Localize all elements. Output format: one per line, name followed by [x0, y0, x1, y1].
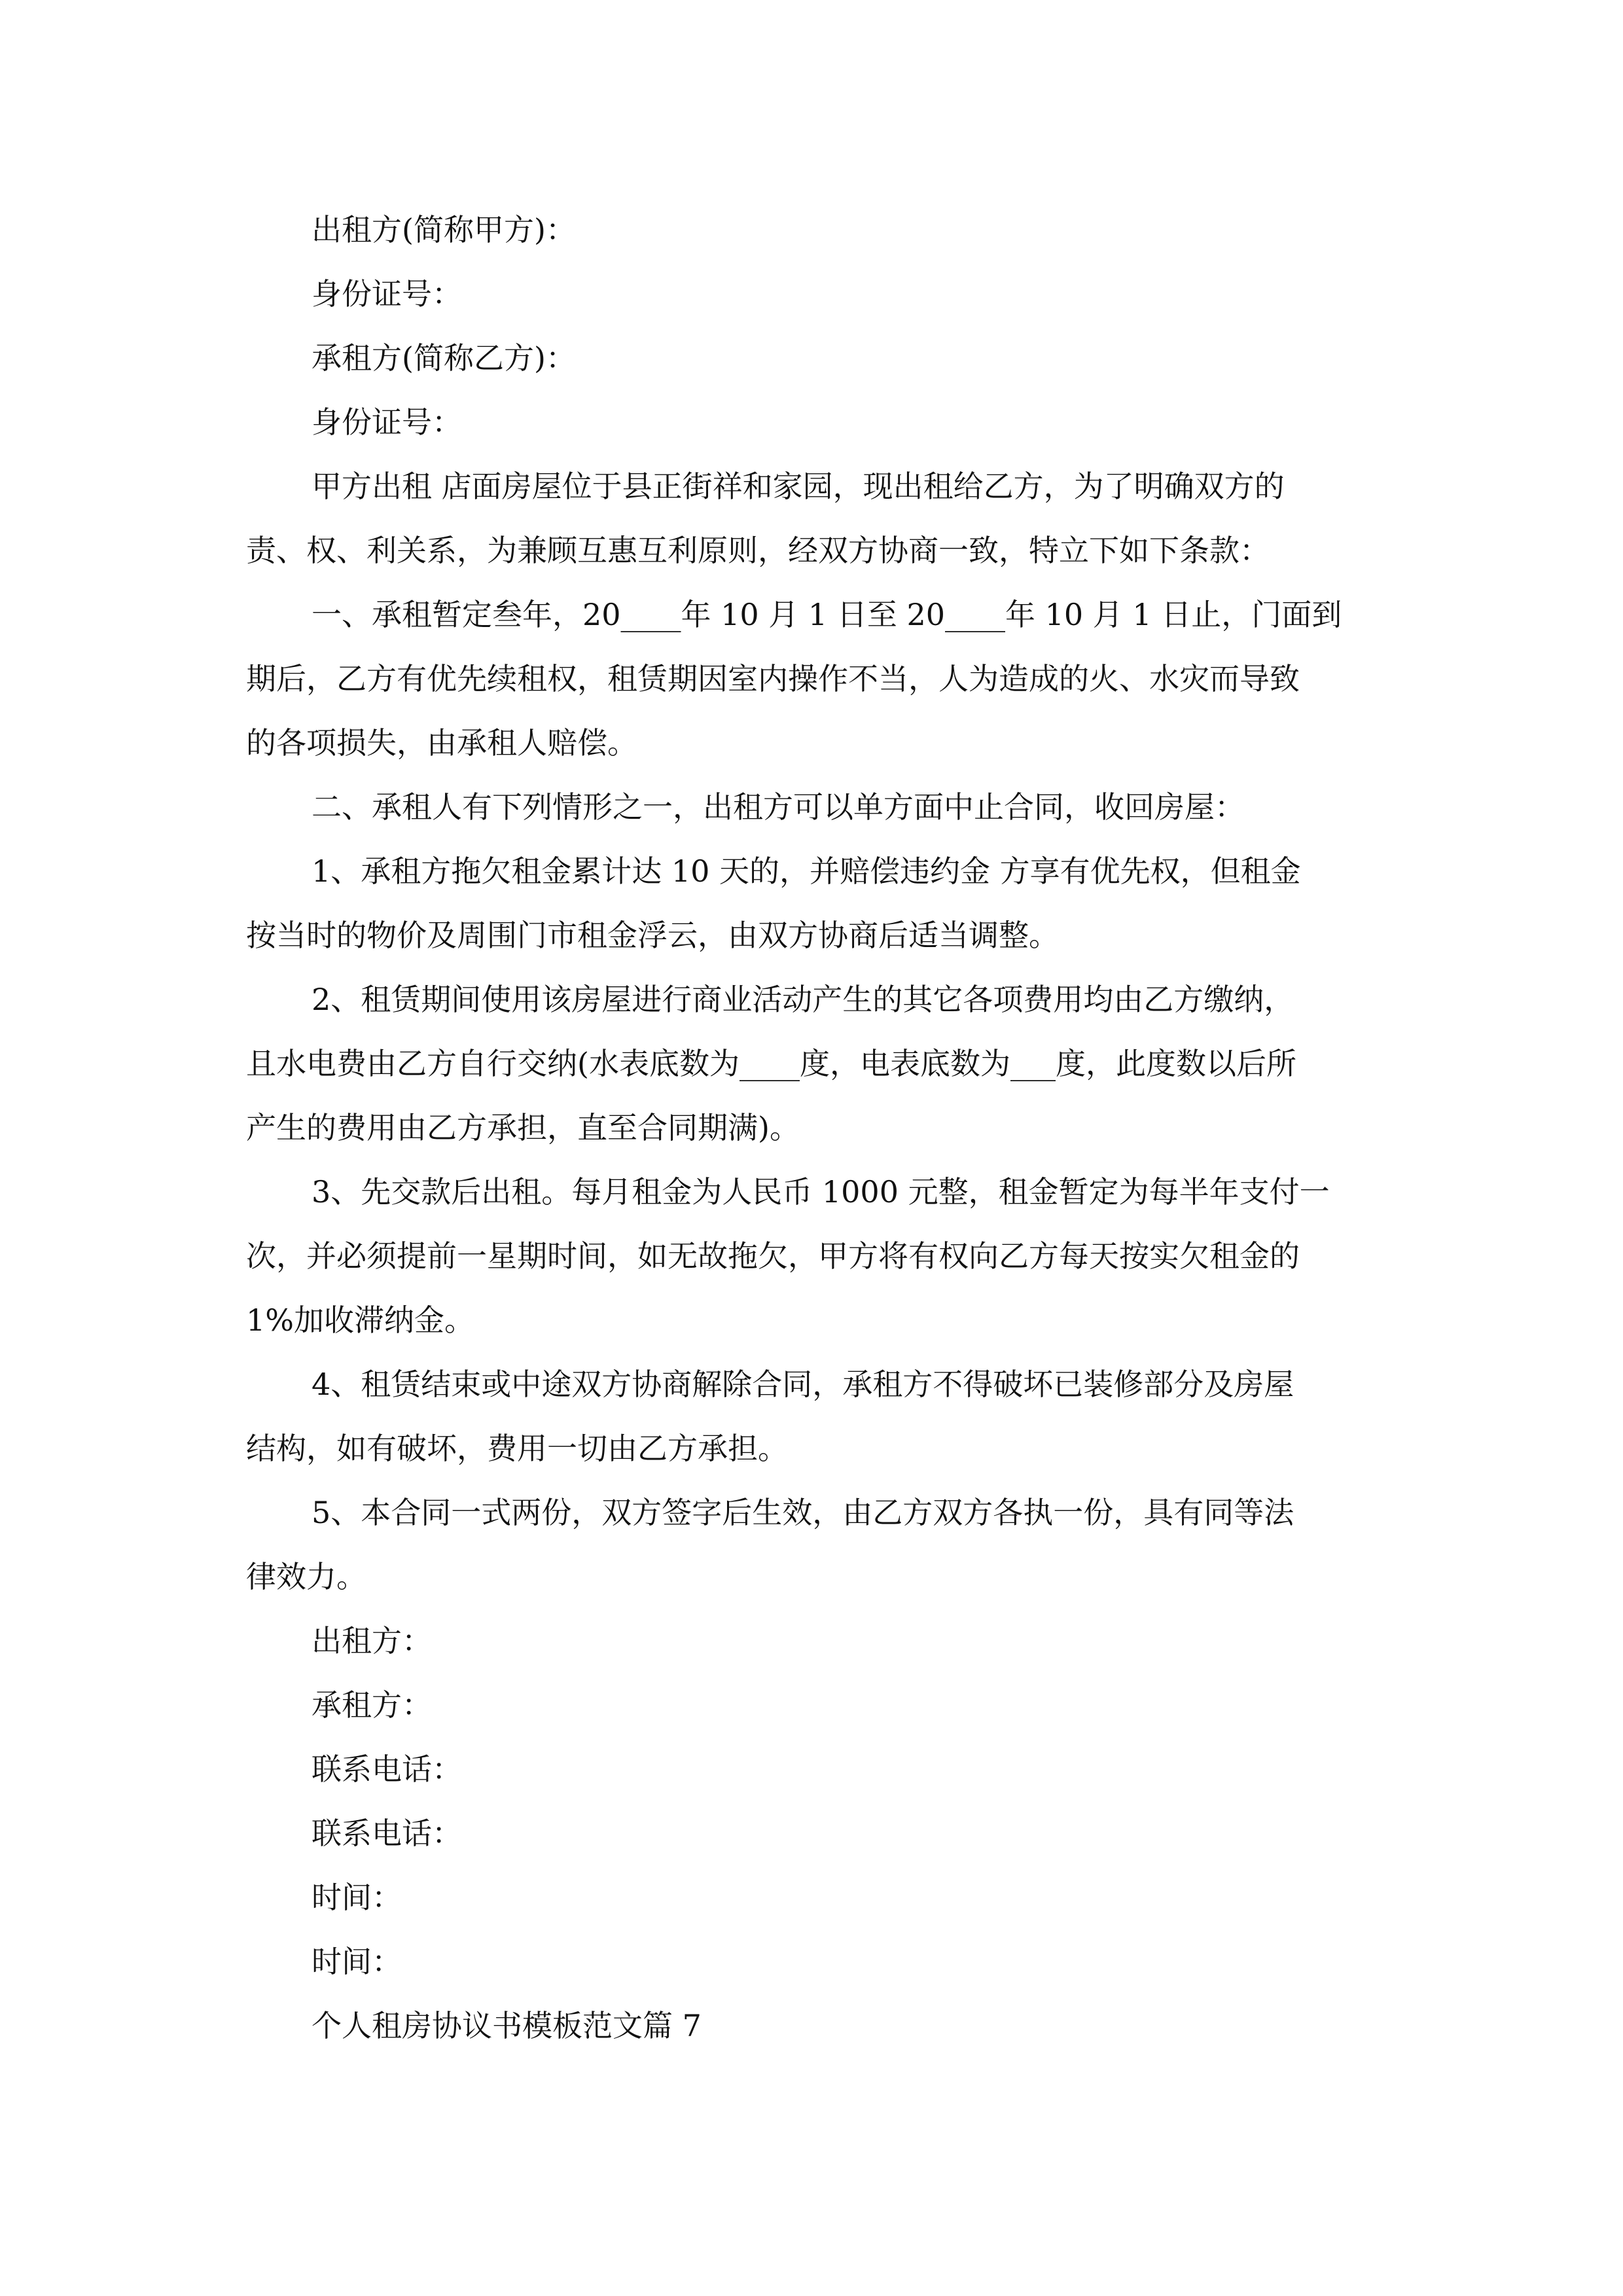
- signature-lessor: 出租方：: [312, 1623, 432, 1659]
- clause-two: [246, 775, 1378, 839]
- paragraph-line: 按当时的物价及周围门市租金浮云，由双方协商后适当调整。: [246, 918, 1059, 953]
- item-1: [246, 839, 1378, 967]
- lessor-id-label: 身份证号：: [312, 276, 462, 312]
- next-section-heading: 个人租房协议书模板范文篇 7: [312, 2008, 702, 2043]
- paragraph-line: 甲方出租 店面房屋位于县正街祥和家园，现出租给乙方，为了明确双方的: [312, 469, 1285, 504]
- paragraph-line: 次，并必须提前一星期时间，如无故拖欠，甲方将有权向乙方每天按实欠租金的: [246, 1238, 1300, 1274]
- lessee-label: 承租方(简称乙方)：: [312, 340, 576, 376]
- signature-date-lessee: 时间：: [312, 1944, 402, 1979]
- paragraph-line: 5、本合同一式两份，双方签字后生效，由乙方双方各执一份，具有同等法: [312, 1495, 1294, 1530]
- lessee-id-label: 身份证号：: [312, 404, 462, 440]
- paragraph-line: 4、租赁结束或中途双方协商解除合同，承租方不得破坏已装修部分及房屋: [312, 1367, 1294, 1402]
- paragraph-line: 2、租赁期间使用该房屋进行商业活动产生的其它各项费用均由乙方缴纳，: [312, 982, 1294, 1017]
- paragraph-line: 的各项损失，由承租人赔偿。: [246, 725, 637, 761]
- lessor-label: 出租方(简称甲方)：: [312, 212, 576, 247]
- clause-one: [246, 583, 1378, 775]
- item-5: [246, 1480, 1378, 1609]
- item-2: [246, 967, 1378, 1160]
- paragraph-line: 产生的费用由乙方承担，直至合同期满)。: [246, 1110, 800, 1145]
- paragraph-line: 责、权、利关系，为兼顾互惠互利原则，经双方协商一致，特立下如下条款：: [246, 533, 1270, 568]
- paragraph-line: 期后，乙方有优先续租权，租赁期因室内操作不当，人为造成的火、水灾而导致: [246, 661, 1300, 696]
- paragraph-line: 3、先交款后出租。每月租金为人民币 1000 元整，租金暂定为每半年支付一: [312, 1174, 1330, 1210]
- document-body: [246, 198, 1378, 2058]
- paragraph-line: 一、承租暂定叁年，20____年 10 月 1 日至 20____年 10 月 1 日止，门面到: [312, 597, 1342, 632]
- paragraph-line: 结构，如有破坏，费用一切由乙方承担。: [246, 1431, 788, 1466]
- signature-lessee: 承租方：: [312, 1687, 432, 1723]
- signature-date-lessor: 时间：: [312, 1880, 402, 1915]
- paragraph-line: 1、承租方拖欠租金累计达 10 天的，并赔偿违约金 方享有优先权，但租金: [312, 853, 1301, 889]
- signature-phone-lessee: 联系电话：: [312, 1816, 462, 1851]
- intro-paragraph: [246, 454, 1378, 583]
- signature-phone-lessor: 联系电话：: [312, 1751, 462, 1787]
- paragraph-line: 且水电费由乙方自行交纳(水表底数为____度，电表底数为___度，此度数以后所: [246, 1046, 1296, 1081]
- item-3: [246, 1160, 1378, 1352]
- paragraph-line: 1%加收滞纳金。: [246, 1302, 474, 1338]
- paragraph-line: 二、承租人有下列情形之一，出租方可以单方面中止合同，收回房屋：: [312, 789, 1245, 825]
- paragraph-line: 律效力。: [246, 1559, 366, 1594]
- item-4: [246, 1352, 1378, 1480]
